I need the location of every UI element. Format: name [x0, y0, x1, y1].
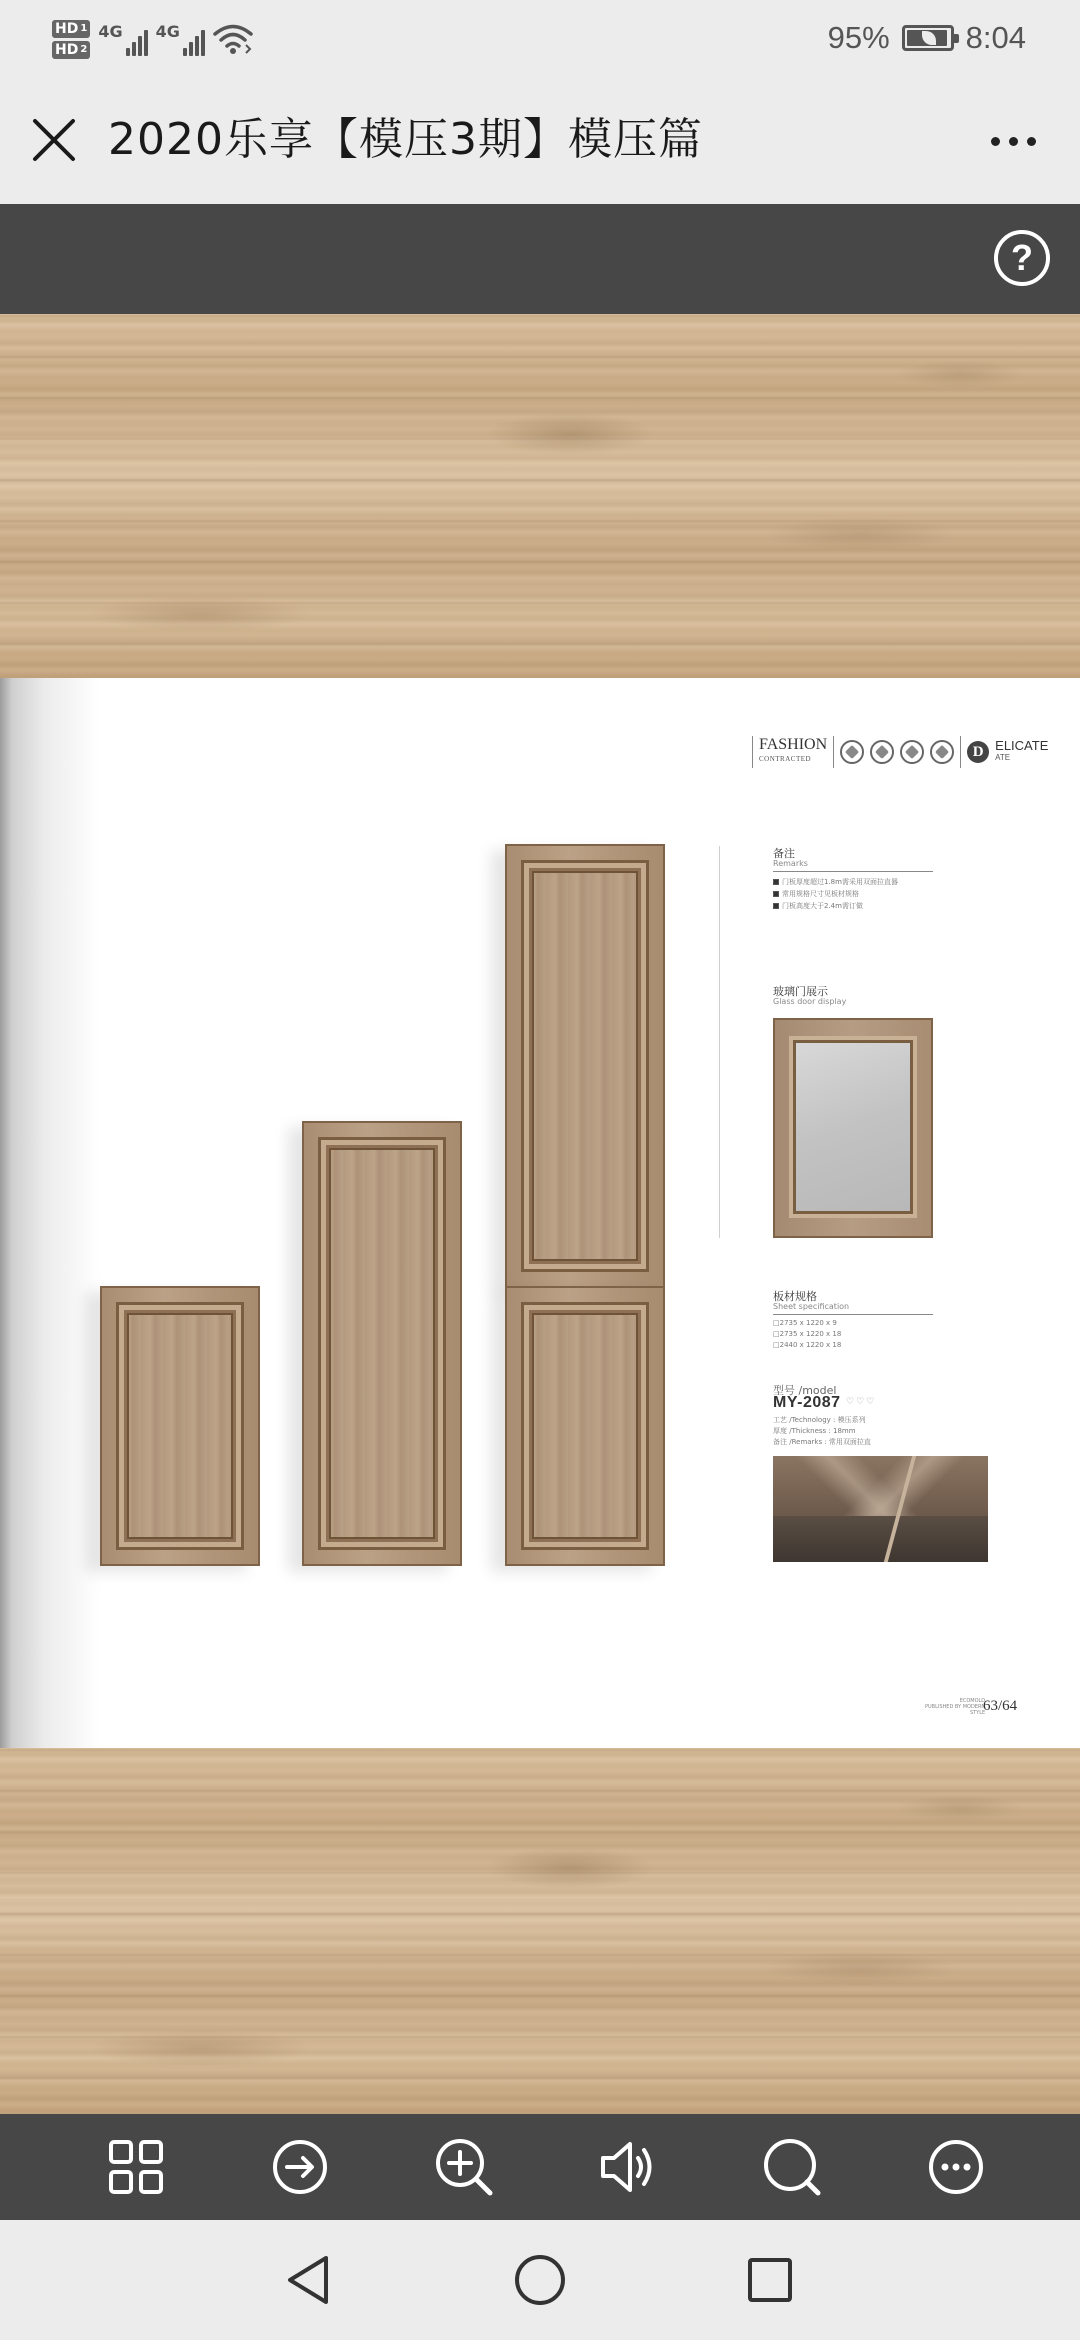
zoom-in-icon [434, 2137, 494, 2197]
help-button[interactable] [994, 230, 1050, 286]
more-dot-icon [991, 137, 1000, 146]
more-options-button[interactable] [978, 116, 1048, 166]
wood-background-bottom [0, 1748, 1080, 2114]
sheet-spec-subtitle: Sheet specification [773, 1302, 850, 1311]
model-technology: 工艺 /Technology : 模压系列 [773, 1416, 866, 1424]
page-number: 63/64 [983, 1698, 1018, 1714]
brand-logos [752, 734, 1048, 770]
remark-note: 门板高度大于2.4m需订做 [773, 901, 863, 911]
more-circle-icon [927, 2138, 985, 2196]
network-type-2: 4G [155, 22, 180, 41]
remark-note: 常用规格尺寸见板材规格 [773, 889, 859, 899]
sheet-spec-item: □2440 x 1220 x 18 [773, 1341, 842, 1349]
award-badge-icon [900, 740, 924, 764]
detail-photo [773, 1456, 988, 1562]
title-bar [0, 76, 1080, 204]
door-panel-tall-upper [505, 844, 665, 1288]
award-badge-icon [840, 740, 864, 764]
catalog-page[interactable] [0, 678, 1080, 1748]
viewer-header [0, 204, 1080, 314]
clock: 8:04 [965, 20, 1026, 55]
grid-icon [107, 2138, 165, 2196]
award-badge-icon [930, 740, 954, 764]
model-code: MY-2087 [773, 1394, 841, 1411]
brand-d-logo: D [967, 741, 989, 763]
door-panel-small [100, 1286, 260, 1566]
remarks-subtitle: Remarks [773, 859, 808, 868]
glass-door-title: 玻璃门展示 [773, 985, 828, 998]
glass-door-image [773, 1018, 933, 1238]
share-icon [271, 2138, 329, 2196]
remarks-title: 备注 [773, 847, 795, 860]
glass-door-subtitle: Glass door display [773, 997, 847, 1006]
back-icon [280, 2252, 336, 2308]
more-dot-icon [1027, 137, 1036, 146]
page-spine-shadow [0, 678, 100, 1748]
model-thickness: 厚度 /Thickness : 18mm [773, 1427, 856, 1435]
recents-button[interactable] [736, 2246, 804, 2314]
wood-background-top [0, 314, 1080, 678]
battery-percent: 95% [827, 20, 890, 55]
award-badge-icon [870, 740, 894, 764]
close-button[interactable] [26, 112, 82, 168]
status-left [52, 14, 253, 64]
column-divider [719, 846, 720, 1238]
signal-icon-2 [156, 22, 205, 56]
question-icon: ? [1011, 237, 1033, 278]
close-icon [26, 112, 82, 168]
model-label: 型号 /model [773, 1384, 837, 1397]
home-icon [512, 2252, 568, 2308]
search-button[interactable] [756, 2131, 828, 2203]
zoom-in-button[interactable] [428, 2131, 500, 2203]
audio-button[interactable] [592, 2131, 664, 2203]
back-button[interactable] [274, 2246, 342, 2314]
door-panel-tall-lower [505, 1286, 665, 1566]
wifi-icon [213, 23, 253, 55]
sheet-spec-item: □2735 x 1220 x 18 [773, 1330, 842, 1338]
hd-indicators [52, 20, 90, 59]
door-panel-medium [302, 1121, 462, 1566]
thumbnails-button[interactable] [100, 2131, 172, 2203]
battery-icon [902, 25, 954, 51]
page-title: 2020乐享【模压3期】模压篇 [108, 114, 703, 165]
publisher-info: ECOMOLD PUBLISHED BY MODERN STYLE [925, 1698, 986, 1716]
viewer-toolbar [0, 2114, 1080, 2220]
status-right [828, 16, 1026, 60]
signal-icon-1 [98, 22, 147, 56]
system-nav-bar [0, 2220, 1080, 2340]
recents-icon [742, 2252, 798, 2308]
sheet-spec-title: 板材规格 [773, 1290, 817, 1303]
hd-badge-1: HD 1 [52, 20, 90, 38]
more-dot-icon [1009, 137, 1018, 146]
remark-note: 门板厚度超过1.8m需采用双面拉直器 [773, 877, 898, 887]
brand-fashion: FASHION CONTRACTED [759, 736, 828, 763]
share-button[interactable] [264, 2131, 336, 2203]
more-button[interactable] [920, 2131, 992, 2203]
model-remarks: 备注 /Remarks : 常用双面拉直 [773, 1438, 871, 1446]
hd-badge-2: HD 2 [52, 41, 90, 59]
rating-icons: ♡♡♡ [846, 1397, 877, 1407]
sheet-spec-item: □2735 x 1220 x 9 [773, 1319, 837, 1327]
status-bar [0, 0, 1080, 76]
speaker-icon [598, 2138, 658, 2196]
home-button[interactable] [506, 2246, 574, 2314]
brand-delicate: ELICATE ATE [995, 738, 1049, 762]
network-type-1: 4G [98, 22, 123, 41]
search-icon [762, 2137, 822, 2197]
